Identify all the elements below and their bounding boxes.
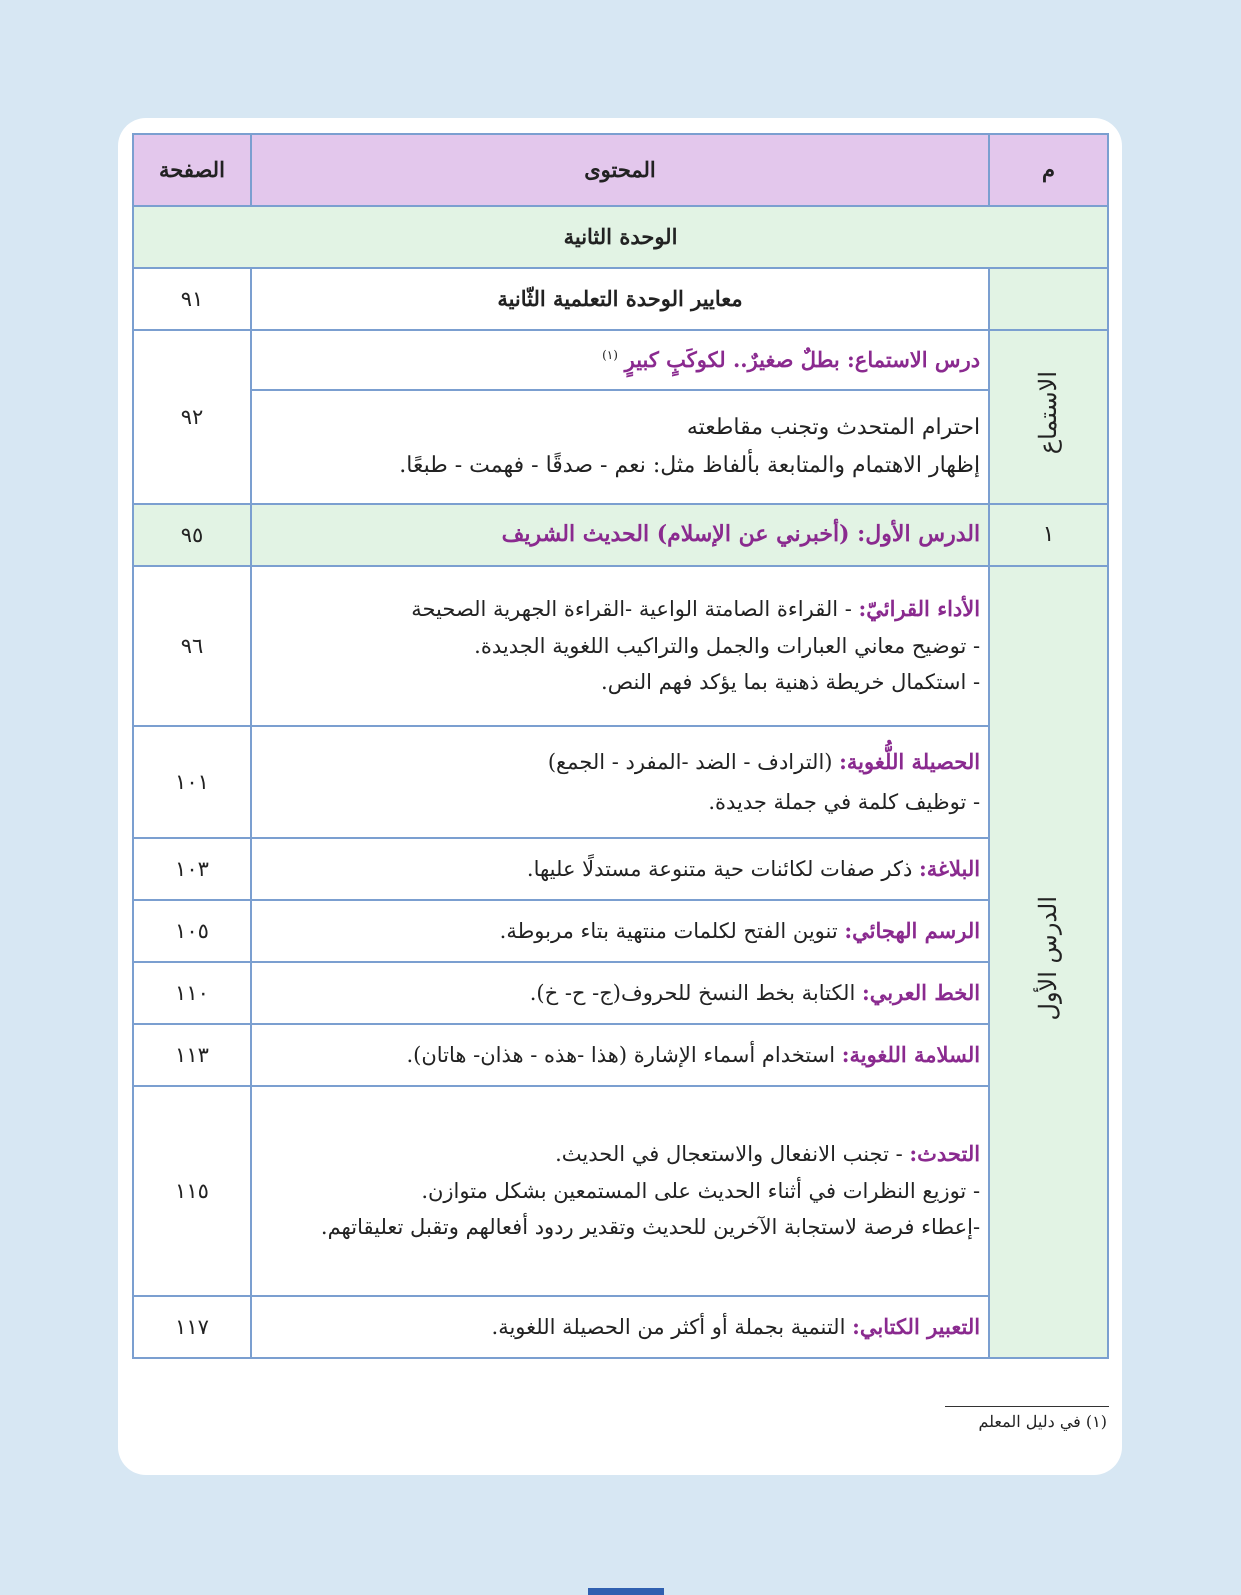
lesson-title-cell — [251, 504, 989, 566]
content-line: تنوين الفتح لكلمات منتهية بتاء مربوطة. — [499, 918, 845, 943]
unit-row — [133, 206, 1108, 268]
lesson-title: الدرس الأول: (أخبرني عن الإسلام) الحديث الشريف — [501, 521, 981, 548]
page-number: ٩٢ — [133, 330, 251, 504]
listening-title: درس الاستماع: بطلٌ صغيرٌ.. لكوكَبٍ كبيرٍ — [624, 346, 981, 372]
standards-side-cell — [989, 268, 1108, 330]
content-key: الأداء القرائيّ: — [858, 595, 981, 621]
content-line: - توضيح معاني العبارات والجمل والتراكيب اللغوية الجديدة. — [474, 633, 981, 658]
content-key: التعبير الكتابي: — [852, 1313, 981, 1339]
content-line: ذكر صفات لكائنات حية متنوعة مستدلًا عليها. — [526, 856, 919, 881]
content-row — [133, 726, 1108, 838]
page-col-header: الصفحة — [133, 134, 251, 206]
page-number: ١١٣ — [133, 1024, 251, 1086]
bottom-edge-tab — [588, 1588, 664, 1595]
content-line: الكتابة بخط النسخ للحروف(ج- ح- خ). — [529, 980, 862, 1005]
lesson-side-cell — [989, 566, 1108, 1358]
page-number: ١٠٣ — [133, 838, 251, 900]
content-key: الحصيلة اللُّغوية: — [839, 748, 981, 774]
listening-side-cell — [989, 330, 1108, 504]
page-number: ١١٠ — [133, 962, 251, 1024]
content-row — [133, 1024, 1108, 1086]
content-key: السلامة اللغوية: — [841, 1041, 981, 1067]
listening-lines — [251, 390, 989, 504]
content-line: استخدام أسماء الإشارة (هذا -هذه - هذان- هاتان). — [406, 1042, 842, 1067]
content-cell — [251, 900, 989, 962]
lesson-number: ١ — [989, 504, 1108, 566]
lesson-row — [133, 504, 1108, 566]
page-number: ١١٥ — [133, 1086, 251, 1296]
content-cell — [251, 1086, 989, 1296]
lesson-side-label: الدرس الأول — [1034, 895, 1063, 1021]
listening-line: احترام المتحدث وتجنب مقاطعته — [686, 414, 981, 440]
content-cell — [251, 838, 989, 900]
content-cell — [251, 566, 989, 726]
listening-title-row — [133, 330, 1108, 390]
page-number: ١٠٥ — [133, 900, 251, 962]
page-number: ١٠١ — [133, 726, 251, 838]
standards-title: معايير الوحدة التعلمية الثّانية — [251, 268, 989, 330]
content-row — [133, 900, 1108, 962]
content-line: - تجنب الانفعال والاستعجال في الحديث. — [555, 1141, 910, 1166]
num-col-header: م — [989, 134, 1108, 206]
content-row — [133, 1296, 1108, 1358]
content-line: - توزيع النظرات في أثناء الحديث على المستمعين بشكل متوازن. — [421, 1178, 981, 1203]
content-row — [133, 1086, 1108, 1296]
content-row — [133, 962, 1108, 1024]
contents-table — [132, 133, 1109, 1359]
listening-line: إظهار الاهتمام والمتابعة بألفاظ مثل: نعم - صدقًا - فهمت - طبعًا. — [399, 453, 981, 478]
content-line: (الترادف - الضد -المفرد - الجمع) — [547, 749, 840, 774]
content-key: الخط العربي: — [861, 979, 981, 1005]
unit-title: الوحدة الثانية — [133, 206, 1108, 268]
page-number: ٩٥ — [133, 504, 251, 566]
content-line: - استكمال خريطة ذهنية بما يؤكد فهم النص. — [601, 670, 981, 695]
footnote-mark: (١) — [602, 347, 618, 362]
listening-lines-row — [133, 390, 1108, 504]
content-row — [133, 838, 1108, 900]
content-line: -إعطاء فرصة لاستجابة الآخرين للحديث وتقدير ردود أفعالهم وتقبل تعليقاتهم. — [320, 1215, 981, 1240]
content-key: التحدث: — [909, 1140, 981, 1166]
listening-title-cell — [251, 330, 989, 390]
content-cell — [251, 1024, 989, 1086]
table-header-row — [133, 134, 1108, 206]
standards-row — [133, 268, 1108, 330]
content-row — [133, 566, 1108, 726]
page-number: ٩١ — [133, 268, 251, 330]
listening-side-label: الاستماع — [1034, 371, 1063, 455]
content-key: البلاغة: — [918, 855, 981, 881]
content-cell — [251, 962, 989, 1024]
content-cell — [251, 1296, 989, 1358]
content-key: الرسم الهجائي: — [844, 917, 981, 943]
footnote-divider — [945, 1406, 1109, 1407]
content-cell — [251, 726, 989, 838]
content-line: - القراءة الصامتة الواعية -القراءة الجهرية الصحيحة — [411, 596, 859, 621]
page-number: ٩٦ — [133, 566, 251, 726]
content-line: التنمية بجملة أو أكثر من الحصيلة اللغوية. — [491, 1314, 853, 1339]
content-col-header: المحتوى — [251, 134, 989, 206]
content-line: - توظيف كلمة في جملة جديدة. — [708, 789, 981, 814]
footnote: (١) في دليل المعلم — [978, 1412, 1107, 1431]
page-number: ١١٧ — [133, 1296, 251, 1358]
